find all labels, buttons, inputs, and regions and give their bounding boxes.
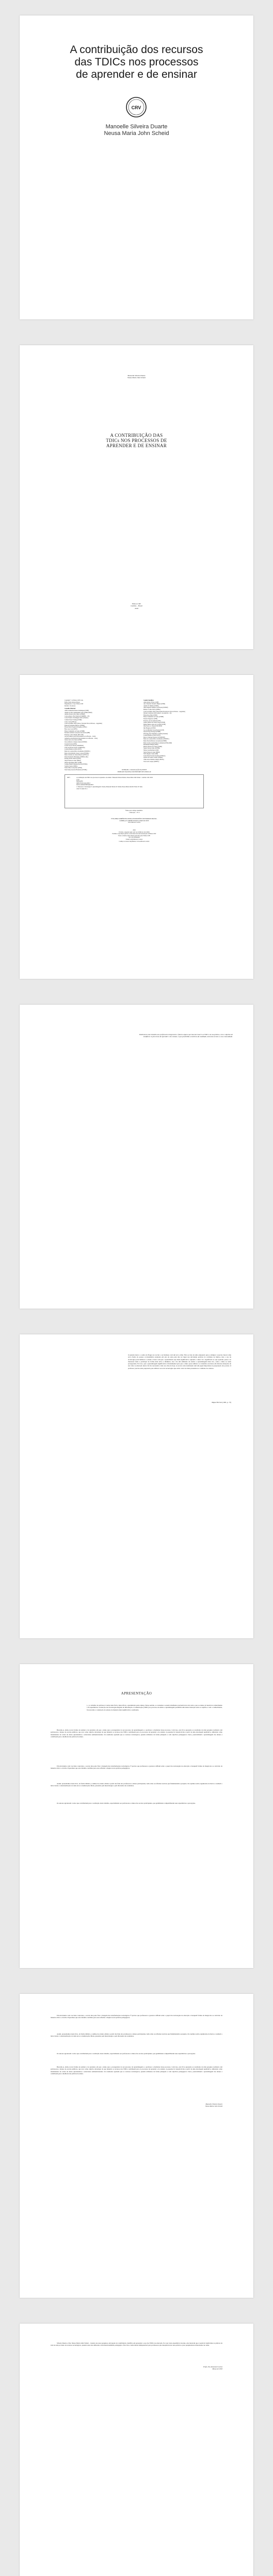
rights-year: 2018 (133, 829, 136, 831)
apresentacao-page (20, 1664, 253, 1968)
comite-member: José de Ribamar Sousa Pereira (UCB) (143, 729, 164, 731)
ficha-code: D875 (67, 777, 70, 778)
conselho-member: Aldira Guimarães Duarte Dominguez (UNB) (65, 709, 89, 711)
apresentacao-paragraph: Assim, apresentamos neste livro, de forma didática, a análise dos dados obtidos a partir das falas dos professores e alunos participantes, bem como as reflexões teóricas que fundamentam a pesquisa. Os capítulos estão organizados de modo a conduzir o leitor desde a contextualização do tema até as considerações finais, passando pela metodologia e pela discussão dos resultados. (51, 1783, 222, 1787)
revisao-line: Revisão: Os Autores (65, 705, 76, 707)
title-line: A CONTRIBUIÇÃO DAS (110, 433, 163, 438)
rights-line: Proibida a reprodução parcial ou total desta obra sem autorização da Editora CRV (112, 833, 156, 835)
ficha-line: A contribuição das TDICs nos processos de aprender e de ensinar / Manoelle Silveira Duarte, Neusa Maria John Scheid – Curitiba: CRV, 2018. (76, 777, 153, 778)
conselho-member: Paulo Romualdo Hernandes (UNIFAL-MG) (65, 756, 88, 758)
apresentacao-paragraph: Buscam-se, ainda, novas formas de ensinar e de aprender, em que o aluno seja o protagonista do seu processo de aprendizagem e o professor o mediador desse processo. Com isso, este livro apresenta os resultados de uma pesquisa realizada com professores e alunos de escolas públicas, que teve como objetivo investigar de que maneira os recursos das TDICs contribuem para os processos de aprender e de ensinar. A pesquisa foi desenvolvida a partir de uma abordagem qualitativa, utilizando como instrumentos de coleta de dados questionários e entrevistas semiestruturadas. Os resultados apontam que os recursos tecnológicos, quando utilizados de forma planejada e com objetivos pedagógicos claros, potencializam a aprendizagem dos alunos e contribuem para a melhoria das práticas docentes. (51, 1729, 222, 1738)
credits-page (20, 675, 253, 979)
half-title-title (20, 433, 253, 448)
cover-title (20, 44, 253, 81)
conselho-member: Leonel Severo Rocha (UNISINOS) (65, 745, 84, 747)
comite-member: Francisco Ari de Andrade (UFC) (143, 720, 161, 722)
comite-member: Mohammed Elhajji (UFRJ) (143, 744, 158, 746)
signature-line: Manoelle Silveira Duarte (205, 2103, 222, 2105)
comite-member: Kilwangy Kya Kapitango-a-Samba (Unemat) (143, 733, 168, 735)
signature-line: Março de 2018 (212, 2368, 222, 2370)
signature-line: Profa. Dra. Rosemari Lorenz (203, 2366, 222, 2368)
rights-line: Todos os direitos desta edição reservados pela: Editora CRV (118, 835, 151, 837)
conselho-member: Celso Conti (UFSCar) (65, 721, 77, 723)
digital-note (65, 818, 204, 824)
comite-member: Maria Lurdes Lurdes Pinto de Almeida (UNICAMP) (143, 742, 172, 744)
comite-member: Nilson José Machado (USP) (143, 750, 159, 752)
cover-title-line: de aprender e de ensinar (76, 69, 197, 80)
editor-line: Editor-chefe: Railson Moura (65, 701, 80, 703)
index-line: Índice para catálogo sistemático (125, 810, 143, 811)
comite-member: Najela Tavares Ujiie (UTFPR) (143, 748, 160, 750)
cover-title-line: das TDICs nos processos (74, 56, 199, 68)
apresentacao-paragraph: Em um mundo cada vez mais conectado, a escola não pode ficar à margem das transformações tecnológicas. É preciso que professores e gestores reflitam sobre o papel das tecnologias na educação e busquem formas de integrá-las ao currículo de maneira crítica e criativa. Esperamos que este trabalho contribua para essa reflexão e inspire novas práticas pedagógicas. (51, 1765, 222, 1770)
comite-member: Diosnel Centurion (Univ Americ. de Asunción – Py) (143, 713, 172, 715)
comite-member: Maria de Lourdes Pinto de Almeida (UNOESC) (143, 738, 169, 740)
conselho-member: Jailson Alves dos Santos (UFRJ) (65, 739, 83, 741)
half-title-page (20, 345, 253, 649)
cover-authors (20, 124, 253, 137)
conselho-member: Tania Suely Azevedo Brasileiro (UFOPA) (65, 769, 87, 771)
comite-list (143, 702, 211, 763)
comite-member: Jussara Fraga Portugal (UNEB) (143, 731, 160, 733)
cover-title-line: A contribuição dos recursos (70, 44, 203, 56)
credits-left-top (65, 700, 137, 771)
apresentacao-paragraph: Os autores agradecem a todos que contribuíram para a realização deste trabalho, especialmente aos professores e alunos das escolas participantes, que gentilmente compartilharam suas experiências e percepções. (57, 1802, 196, 1804)
apresentacao-paragraph: Buscam-se, ainda, novas formas de ensinar e de aprender, em que o aluno seja o protagonista do seu processo de aprendizagem e o professor o mediador desse processo. Com isso, este livro apresenta os resultados de uma pesquisa realizada com professores e alunos de escolas públicas, que teve como objetivo investigar de que maneira os recursos das TDICs contribuem para os processos de aprender e de ensinar. A pesquisa foi desenvolvida a partir de uma abordagem qualitativa, utilizando como instrumentos de coleta de dados questionários e entrevistas semiestruturadas. Os resultados apontam que os recursos tecnológicos, quando utilizados de forma planejada e com objetivos pedagógicos claros, potencializam a aprendizagem dos alunos e contribuem para a melhoria das práticas docentes. (51, 2066, 222, 2075)
publish-year: 2018 (135, 607, 138, 609)
cover-author: Manoelle Silveira Duarte (105, 124, 168, 130)
comite-member: Sérgio Nunes de Jesus (IFRO) (143, 751, 160, 753)
conselho-title: Conselho Editorial: (65, 708, 76, 710)
title-line: APRENDER E DE ENSINAR (106, 443, 167, 448)
ficha-line: ISBN 978-85-444-2438-3 (76, 782, 90, 784)
conselho-member: Simone Rodrigues Pinto (UNB) (65, 761, 82, 764)
digital-note-line: CONHEÇA E COMPRE NOSSOS LIVROS NO SITE: (119, 820, 149, 822)
comite-member: Vânia Alves Martins Chaigar (FURG) (143, 759, 164, 760)
conselho-member: Maria de Lourdes Pinto de Almeida (UNOESC) (65, 751, 90, 753)
comite-member: Vera Lucia Gaspar (UDESC) (143, 760, 159, 762)
credits-right-top (143, 700, 211, 762)
ficha-line: CDU 37 CDD 371.3 (76, 788, 88, 790)
conselho-member: Gloria Fariñas León (Universidade de La Havana – Cuba) (65, 736, 96, 738)
conselho-member: Eduardo Fernandes Barbosa (UFMG) (65, 724, 85, 726)
comite-member: Lourdes Helena da Silva (UFV) (143, 735, 161, 737)
comite-member: Andréia N. Militão (UEMS) (143, 705, 159, 707)
apresentacao-quote: [...] o trabalho do professor é tornar mais fácil e mais eficaz o aprendizado pelos alunos. Nesse sentido, os conteúdos a serem trabalhados precisam levar em conta o que os alunos já trazem de conhecimento e de experiências. A inserção das Tecnologias Digitais de Informação e Comunicação (TDICs) no processo de ensino e aprendizagem possibilita uma maior interação entre os sujeitos e com o conhecimento, favorecendo a construção de saberes de maneira mais significativa e autônoma. (87, 1704, 222, 1711)
author-name: Neusa Maria John Scheid (127, 377, 146, 379)
dedication-page (20, 1005, 253, 1309)
comite-member: Anna Augusta Sampaio de Oliveira (UNESP) (143, 707, 168, 709)
comite-member: Ana Chrystina Venancio Mignot (UERJ) (143, 703, 166, 705)
comite-member: Fauston Negreiros (UFPI) (143, 718, 158, 720)
conselho-member: Tadeu Oliver Gonçalves (UFPA) (65, 767, 82, 769)
apresentacao-cont-page (20, 1994, 253, 2298)
title-line: TDICs NOS PROCESSOS DE (106, 438, 167, 443)
conselho-member: Antônio Pereira Gaio Júnior (UFRRJ) (65, 714, 85, 716)
catalog-card (65, 774, 204, 808)
ficha-line: DOI 10.24824/978854442438.3 (76, 784, 94, 786)
epigraph-source: Miguel Brichot (1981, p. 73) (212, 1401, 231, 1403)
conselho-member: Sydione Santos (UEPG) (65, 765, 78, 767)
comite-member: Cesar Gerónimo Tello (Universidad Nacional de Três de Febrero – Argentina) (143, 710, 185, 713)
signature-line: Neusa Maria John Scheid (205, 2105, 222, 2108)
conselho-member: Josania Portela (UFPI) (65, 743, 77, 745)
comite-title: Comitê Científico: (143, 700, 154, 701)
prefacio-signature (203, 2366, 222, 2370)
conselho-member: Rodrigo Pratte-Santos (UFES) (65, 758, 81, 760)
ficha-heading-block (65, 769, 204, 773)
comite-member: Barbara Coelho Neves (UFBA) (143, 708, 160, 710)
digital-note-line: ESTA OBRA TAMBÉM ENCONTRA-SE DISPONÍVEL EM FORMATO DIGITAL. (111, 818, 157, 820)
cover-author: Neusa Maria John Scheid (104, 130, 169, 137)
comite-member: Helder Buenos Aires de Carvalho (UFPI) (143, 723, 166, 725)
conselho-member: Andréia da Silva Quintanilha Sousa (UNIR/UFRN) (65, 711, 92, 714)
apresentacao-heading: APRESENTAÇÃO (121, 1691, 152, 1696)
comite-member: Silvia Regina Canan (URI) (143, 753, 158, 755)
conselho-member: Elione Maria Nogueira Diogenes (UFAL) (65, 726, 87, 728)
half-title-publisher (20, 603, 253, 609)
dedication-text: Dedicamos esta trabalho aos professores integrantes e futuros alguns que buscam inserir as TDICs na sua prática, com o objetivo de modificar os processos de aprender e de ensinar, o que possibilita a melhora da realidade, tanto da escola e a sua comunidade. (139, 1033, 233, 1038)
prefacio-page (20, 2324, 253, 2576)
apresentacao-paragraph: Os autores agradecem a todos que contribuíram para a realização deste trabalho, especialmente aos professores e alunos das escolas participantes, que gentilmente compartilharam suas experiências e percepções. (57, 2053, 196, 2055)
conselho-member: Francisco Carlos Duarte (PUC-PR) (65, 734, 84, 736)
apresentacao-signature (205, 2103, 222, 2108)
conselho-member: Carlos Federico Dominguez Avila (Unieuro) (65, 717, 89, 719)
conselho-member: Lídia de Oliveira Xavier (UNIEURO) (65, 747, 85, 749)
prefacio-paragraph: Silveira Duarte e Dra. Neusa Maria John Scheid – trazem, nas suas pesquisas, um legado de contribuição científica em apresentar o uso das TDICs na educação. Por sua vasta experiência docente, elas mostram que é possível transformar as práticas de sala de aula por meio de recursos tecnológicos, quando estes são utilizados com intencionalidade pedagógica. Este livro é uma leitura indispensável para professores que desejam inovar suas práticas e para pesquisadores interessados no tema. (51, 2342, 222, 2347)
comite-member: Ilma Passos A. Veiga (UNICEUB) (143, 725, 162, 727)
conselho-member: Solange Helena Ximenes-Rocha (UFOPA) (65, 764, 88, 766)
publisher-logo (125, 96, 148, 118)
conselho-member: Sérgio Nunes de Jesus (IFRO) (65, 760, 81, 761)
site-link[interactable]: www.editoracrv.com.br (127, 822, 141, 824)
ficha-line: 174 p. (76, 778, 80, 781)
ficha-line: 1. Educação 2. Tecnologias 3. Aprendizagem I. Duarte, Manoelle Silveira II. Scheid, Neusa Maria John III. Título IV. Série. (76, 786, 143, 788)
epigraph-page (20, 1334, 253, 1638)
copyright-line: Copyright © da Editora CRV Ltda. (65, 700, 84, 701)
apresentacao-paragraph: Em um mundo cada vez mais conectado, a escola não pode ficar à margem das transformações tecnológicas. É preciso que professores e gestores reflitam sobre o papel das tecnologias na educação e busquem formas de integrá-las ao currículo de maneira crítica e criativa. Esperamos que este trabalho contribua para essa reflexão e inspire novas práticas pedagógicas. (51, 2014, 222, 2019)
publisher-city: Curitiba – Brasil (131, 605, 142, 607)
site-line[interactable]: Conheça os nossos lançamentos: www.editoracrv.com.br (119, 840, 150, 842)
conselho-member: Guillermo Arias Beatón (Universidade de La Havana – Cuba) (65, 737, 98, 739)
comite-member: Sonia Maria Ferreira Koehler (UNISAL) (143, 755, 166, 757)
rights-block (65, 829, 204, 842)
index-block (65, 810, 204, 814)
conselho-member: Fernando Antônio Gonçalves Alcoforado (IPB) (65, 732, 90, 734)
phone-line: Tel.: (41) 3039-6418 (129, 837, 140, 839)
ficha-subheading: SINDICATO NACIONAL DOS EDITORES DE LIVROS, RJ (117, 771, 151, 773)
conselho-member: Cesar Gerónimo Tello (Univer. Nacional Três de Febrero – Argentina) (65, 723, 102, 725)
conselho-list (65, 710, 137, 771)
comite-member: Suzana dos Santos Gomes (UFMG) (143, 757, 163, 759)
comite-member: Mônica Pereira dos Santos (UFRJ) (143, 745, 163, 748)
conselho-member: Lourdes Helena da Silva (UFV) (65, 749, 82, 751)
author-name: Manoelle Silveira Duarte (127, 375, 146, 377)
comite-member: Marcos Vinicius Francisco (UNOESTE) (143, 736, 165, 738)
apresentacao-paragraph: Assim, apresentamos neste livro, de forma didática, a análise dos dados obtidos a partir das falas dos professores e alunos participantes, bem como as reflexões teóricas que fundamentam a pesquisa. Os capítulos estão organizados de modo a conduzir o leitor desde a contextualização do tema até as considerações finais, passando pela metodologia e pela discussão dos resultados. (51, 2033, 222, 2038)
conselho-member: Élsio José Corá (UFFS) (65, 728, 77, 730)
comite-member: Elizeu Clementino de Souza (UNEB) (143, 716, 164, 718)
epigraph-text: O grande ideal e o sonho de Piaget era recriar o ser humano com um novo olhar. Não se trata de uma adaptação pura e simples: é preciso buscar uma nova forma do pensar. A matemática ensinada em sala de aula pode não ter lugar nas atividades práticas do cotidiano de muitos, mas o uso da tecnologia pode melhorar o ensino e fazer com que o aprendizado seja mais significativo. Quando o aluno vê o significado no que aprende, passa a se interessar mais e participar de forma mais ativa e dinâmica, isso cria um ambiente de ensino e aprendizagem mais rico, onde o aluno se sente protagonista. Por isso, que a aprendizagem significativa é fundamental para que o aluno possa utilizar os conteúdos escolares em diversas situações de sua vida. A educação nunca foi tão necessária como nos dias de hoje. A escola como instituição tem um papel importante na preparação dos jovens. O professor precisa estar preparado para utilizar as novas tecnologias que estão cada vez mais presentes no cotidiano dos alunos. (128, 1354, 231, 1369)
diagramacao-line: Diagramação e Capa: Editora CRV (65, 703, 84, 705)
logo-text: CRV (131, 105, 141, 110)
conselho-member: Maria Lília Imbiriba Sousa Colares (UFOPA) (65, 752, 89, 754)
comite-member: Gláucia Maria dos Santos Jorge (UFOP) (143, 722, 165, 724)
comite-member: Inês Bragança (UERJ) (143, 727, 156, 729)
comite-member: Maria Eurácia Barreto de Andrade (UFRB) (143, 740, 167, 742)
conselho-member: Carlos Alberto Vilar Estêvão (UMINHO – PT) (65, 715, 90, 717)
cover-page (20, 15, 253, 319)
email-line[interactable]: E-mail: sac@editoracrv.com.br (125, 838, 143, 840)
conselho-member: Elizeu Clementino de Souza (UNEB) (65, 730, 85, 732)
ficha-heading: CIP-BRASIL. CATALOGAÇÃO-NA-FONTE (121, 769, 147, 771)
publisher-name: Editora CRV (132, 603, 141, 605)
ficha-line: Bibliografia (76, 781, 83, 783)
index-entry: 1. Educação – 371.3 (129, 811, 140, 814)
conselho-member: Maria Cristina dos Santos Bezerra (UFSCar) (65, 754, 89, 756)
comite-member: Eliane Rose Maio (UEM) (143, 714, 157, 716)
conselho-member: João Adalberto Campato Junior (UNESP) (65, 741, 87, 743)
half-title-authors (20, 375, 253, 379)
rights-line: Foi feito o depósito legal conf. Lei 10.994 de 14/12/2004 (119, 831, 150, 833)
ficha-lines (76, 777, 201, 790)
comite-member: Altair Alberto Fávero (UPF) (143, 701, 159, 703)
conselho-member: Carmen Tereza Velanga (UNIR) (65, 719, 82, 721)
